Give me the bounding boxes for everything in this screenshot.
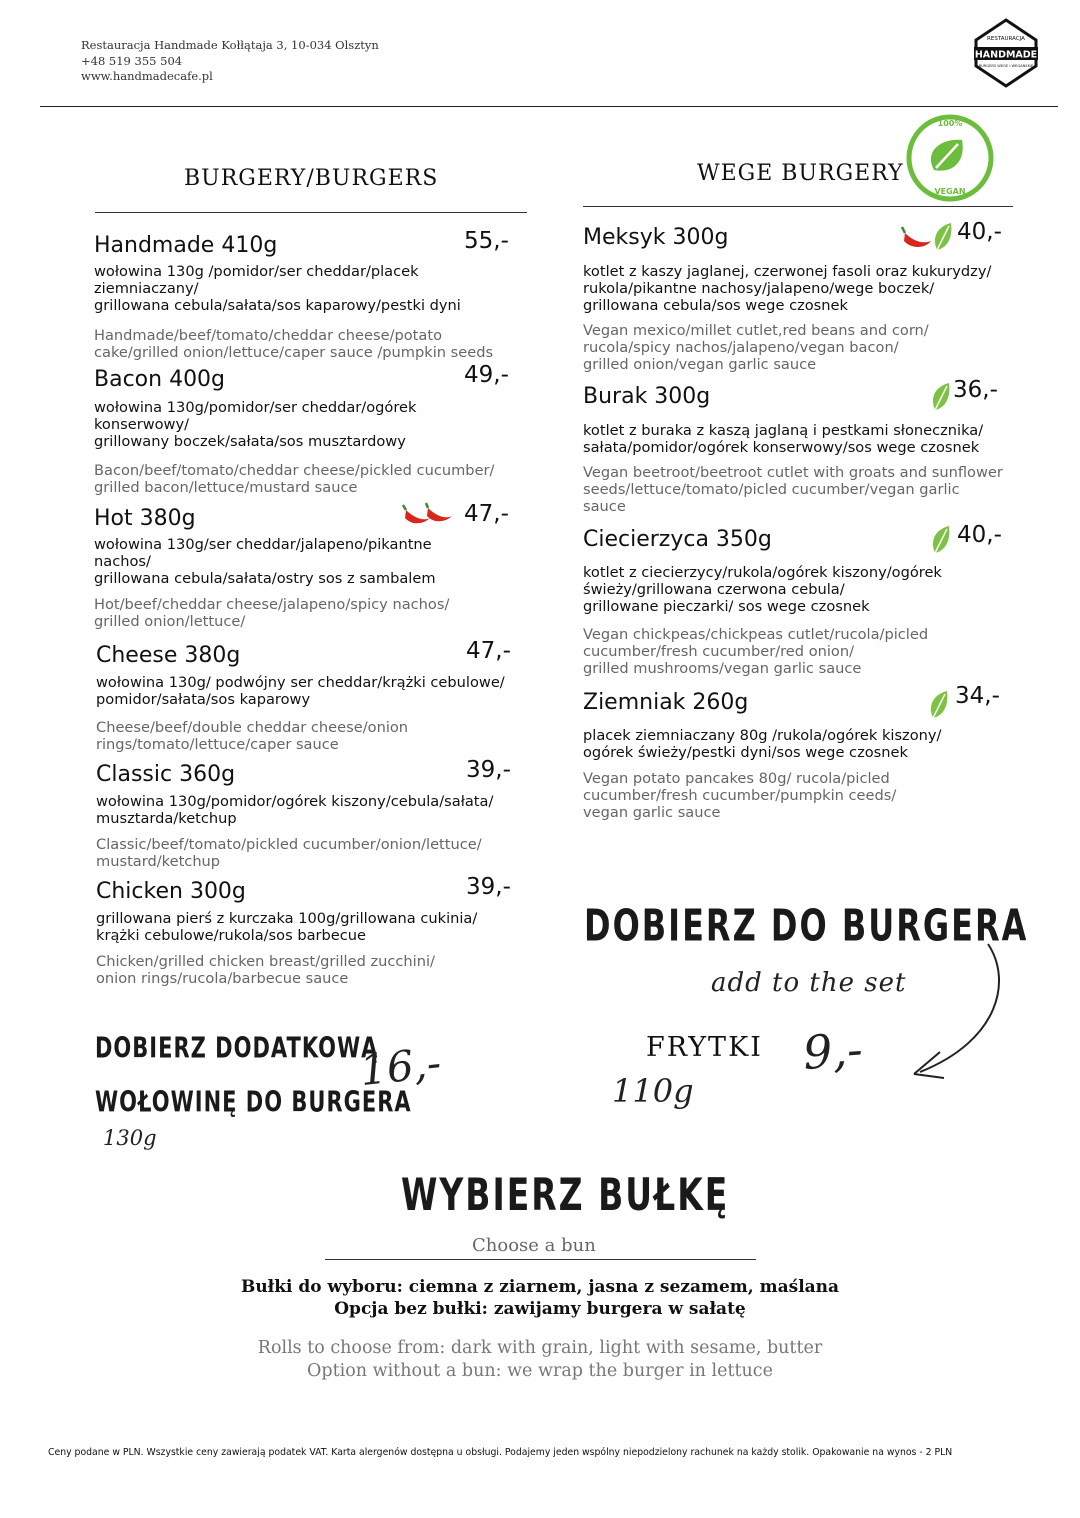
leaf-icon bbox=[931, 382, 951, 416]
leaf-icon bbox=[931, 525, 951, 559]
item-description-en: Bacon/beef/tomato/cheddar cheese/pickled cucumber/ grilled bacon/lettuce/mustard sauce bbox=[94, 462, 495, 496]
extra-beef-price: 16,- bbox=[357, 1037, 444, 1096]
item-price: 49,- bbox=[464, 362, 509, 388]
item-name: Ziemniak 260g bbox=[583, 690, 749, 715]
leaf-icon bbox=[929, 690, 949, 724]
item-description-en: Vegan mexico/millet cutlet,red beans and corn/ rucola/spicy nachos/jalapeno/vegan bacon/ grilled onion/vegan garlic sauce bbox=[583, 322, 929, 373]
bun-options-en-line1: Rolls to choose from: dark with grain, light with sesame, butter bbox=[257, 1338, 823, 1358]
bun-options-en-line2: Option without a bun: we wrap the burger in lettuce bbox=[307, 1361, 773, 1381]
item-description-pl: wołowina 130g/pomidor/ogórek kiszony/cebula/sałata/ musztarda/ketchup bbox=[96, 793, 494, 827]
item-price: 39,- bbox=[466, 757, 511, 783]
item-name: Ciecierzyca 350g bbox=[583, 527, 772, 552]
header-divider bbox=[40, 106, 1058, 107]
item-price: 34,- bbox=[955, 683, 1000, 709]
website: www.handmadecafe.pl bbox=[81, 69, 213, 83]
item-name: Burak 300g bbox=[583, 384, 711, 409]
burgers-title: BURGERY/BURGERS bbox=[184, 166, 439, 191]
item-name: Bacon 400g bbox=[94, 367, 226, 392]
chili-pepper-icon bbox=[402, 502, 458, 532]
arrow-icon bbox=[910, 940, 1020, 1084]
footer-note: Ceny podane w PLN. Wszystkie ceny zawierają podatek VAT. Karta alergenów dostępna u obsługi. Podajemy jeden wspólny niepodzielony rachunek na każdy stolik. Opakowanie na wynos - 2 PLN bbox=[48, 1447, 953, 1458]
bun-title: WYBIERZ BUŁKĘ bbox=[401, 1168, 730, 1221]
chili-pepper-icon bbox=[901, 223, 935, 255]
item-description-en: Hot/beef/cheddar cheese/jalapeno/spicy nachos/ grilled onion/lettuce/ bbox=[94, 596, 450, 630]
item-price: 47,- bbox=[466, 638, 511, 664]
item-name: Cheese 380g bbox=[96, 643, 241, 668]
burgers-divider bbox=[95, 212, 527, 213]
item-description-pl: kotlet z kaszy jaglanej, czerwonej fasoli oraz kukurydzy/ rukola/pikantne nachosy/jalapeno/wege boczek/ grillowana cebula/sos wege czosnek bbox=[583, 263, 992, 314]
item-description-pl: kotlet z ciecierzycy/rukola/ogórek kiszony/ogórek świeży/grillowana czerwona cebula/ grillowane pieczarki/ sos wege czosnek bbox=[583, 564, 942, 615]
item-description-en: Vegan beetroot/beetroot cutlet with groats and sunflower seeds/lettuce/tomato/picled cucumber/vegan garlic sauce bbox=[583, 464, 1003, 515]
item-description-en: Handmade/beef/tomato/cheddar cheese/potato cake/grilled onion/lettuce/caper sauce /pumpkin seeds bbox=[94, 327, 494, 361]
item-price: 40,- bbox=[957, 522, 1002, 548]
item-description-en: Classic/beef/tomato/pickled cucumber/onion/lettuce/ mustard/ketchup bbox=[96, 836, 482, 870]
bun-options-en bbox=[0, 1337, 1080, 1383]
extra-beef-weight: 130g bbox=[103, 1126, 157, 1150]
add-set-title: DOBIERZ DO BURGERA bbox=[584, 900, 1029, 952]
extra-beef-line2: WOŁOWINĘ DO BURGERA bbox=[95, 1086, 412, 1119]
svg-text:HANDMADE: HANDMADE bbox=[974, 49, 1038, 61]
svg-text:RESTAURACJA: RESTAURACJA bbox=[987, 36, 1025, 42]
item-description-en: Vegan potato pancakes 80g/ rucola/picled cucumber/fresh cucumber/pumpkin ceeds/ vegan garlic sauce bbox=[583, 770, 897, 821]
restaurant-info bbox=[81, 38, 379, 85]
wege-title: WEGE BURGERY bbox=[697, 161, 904, 186]
svg-text:VEGAN: VEGAN bbox=[934, 187, 966, 196]
handmade-logo bbox=[972, 18, 1040, 88]
bun-options-pl bbox=[0, 1276, 1080, 1320]
item-description-pl: wołowina 130g/ser cheddar/jalapeno/pikantne nachos/ grillowana cebula/sałata/ostry sos z sambalem bbox=[94, 536, 436, 587]
item-name: Classic 360g bbox=[96, 762, 236, 787]
phone: +48 519 355 504 bbox=[81, 53, 183, 68]
svg-text:100%: 100% bbox=[937, 119, 963, 128]
bun-options-pl-line2: Opcja bez bułki: zawijamy burgera w sałatę bbox=[334, 1299, 746, 1319]
wege-divider bbox=[583, 206, 1013, 207]
fries-price: 9,- bbox=[801, 1021, 865, 1081]
item-description-pl: kotlet z buraka z kaszą jaglaną i pestkami słonecznika/ sałata/pomidor/ogórek konserwowy/sos wege czosnek bbox=[583, 422, 984, 456]
add-set-subtitle: add to the set bbox=[711, 968, 907, 998]
item-price: 55,- bbox=[464, 228, 509, 254]
item-name: Chicken 300g bbox=[96, 879, 246, 904]
bun-options-pl-line1: Bułki do wyboru: ciemna z ziarnem, jasna z sezamem, maślana bbox=[240, 1277, 840, 1297]
item-description-pl: wołowina 130g /pomidor/ser cheddar/placek ziemniaczany/ grillowana cebula/sałata/sos kaparowy/pestki dyni bbox=[94, 263, 461, 314]
fries-label: FRYTKI bbox=[646, 1032, 763, 1063]
fries-weight: 110g bbox=[612, 1072, 694, 1110]
svg-text:BURGERS WEGE I WEGANSKIE: BURGERS WEGE I WEGANSKIE bbox=[978, 64, 1034, 68]
item-description-en: Vegan chickpeas/chickpeas cutlet/rucola/picled cucumber/fresh cucumber/red onion/ grilled mushrooms/vegan garlic sauce bbox=[583, 626, 929, 677]
extra-beef-line1: DOBIERZ DODATKOWĄ bbox=[95, 1032, 379, 1065]
item-price: 39,- bbox=[466, 874, 511, 900]
item-name: Handmade 410g bbox=[94, 233, 278, 258]
vegan-badge-icon bbox=[904, 112, 996, 208]
item-price: 36,- bbox=[953, 377, 998, 403]
item-description-en: Chicken/grilled chicken breast/grilled zucchini/ onion rings/rucola/barbecue sauce bbox=[96, 953, 435, 987]
bun-subtitle: Choose a bun bbox=[472, 1235, 596, 1256]
address: Restauracja Handmade Kołłątaja 3, 10-034 Olsztyn bbox=[81, 38, 379, 52]
item-description-en: Cheese/beef/double cheddar cheese/onion rings/tomato/lettuce/caper sauce bbox=[96, 719, 409, 753]
item-description-pl: wołowina 130g/ podwójny ser cheddar/krążki cebulowe/ pomidor/sałata/sos kaparowy bbox=[96, 674, 505, 708]
item-description-pl: grillowana pierś z kurczaka 100g/grillowana cukinia/ krążki cebulowe/rukola/sos barbecue bbox=[96, 910, 478, 944]
item-name: Hot 380g bbox=[94, 506, 196, 531]
item-price: 47,- bbox=[464, 501, 509, 527]
item-description-pl: wołowina 130g/pomidor/ser cheddar/ogórek konserwowy/ grillowany boczek/sałata/sos musztardowy bbox=[94, 399, 417, 450]
leaf-icon bbox=[933, 222, 953, 256]
item-name: Meksyk 300g bbox=[583, 225, 729, 250]
item-description-pl: placek ziemniaczany 80g /rukola/ogórek kiszony/ ogórek świeży/pestki dyni/sos wege czosnek bbox=[583, 727, 942, 761]
item-price: 40,- bbox=[957, 219, 1002, 245]
bun-divider bbox=[325, 1259, 756, 1260]
